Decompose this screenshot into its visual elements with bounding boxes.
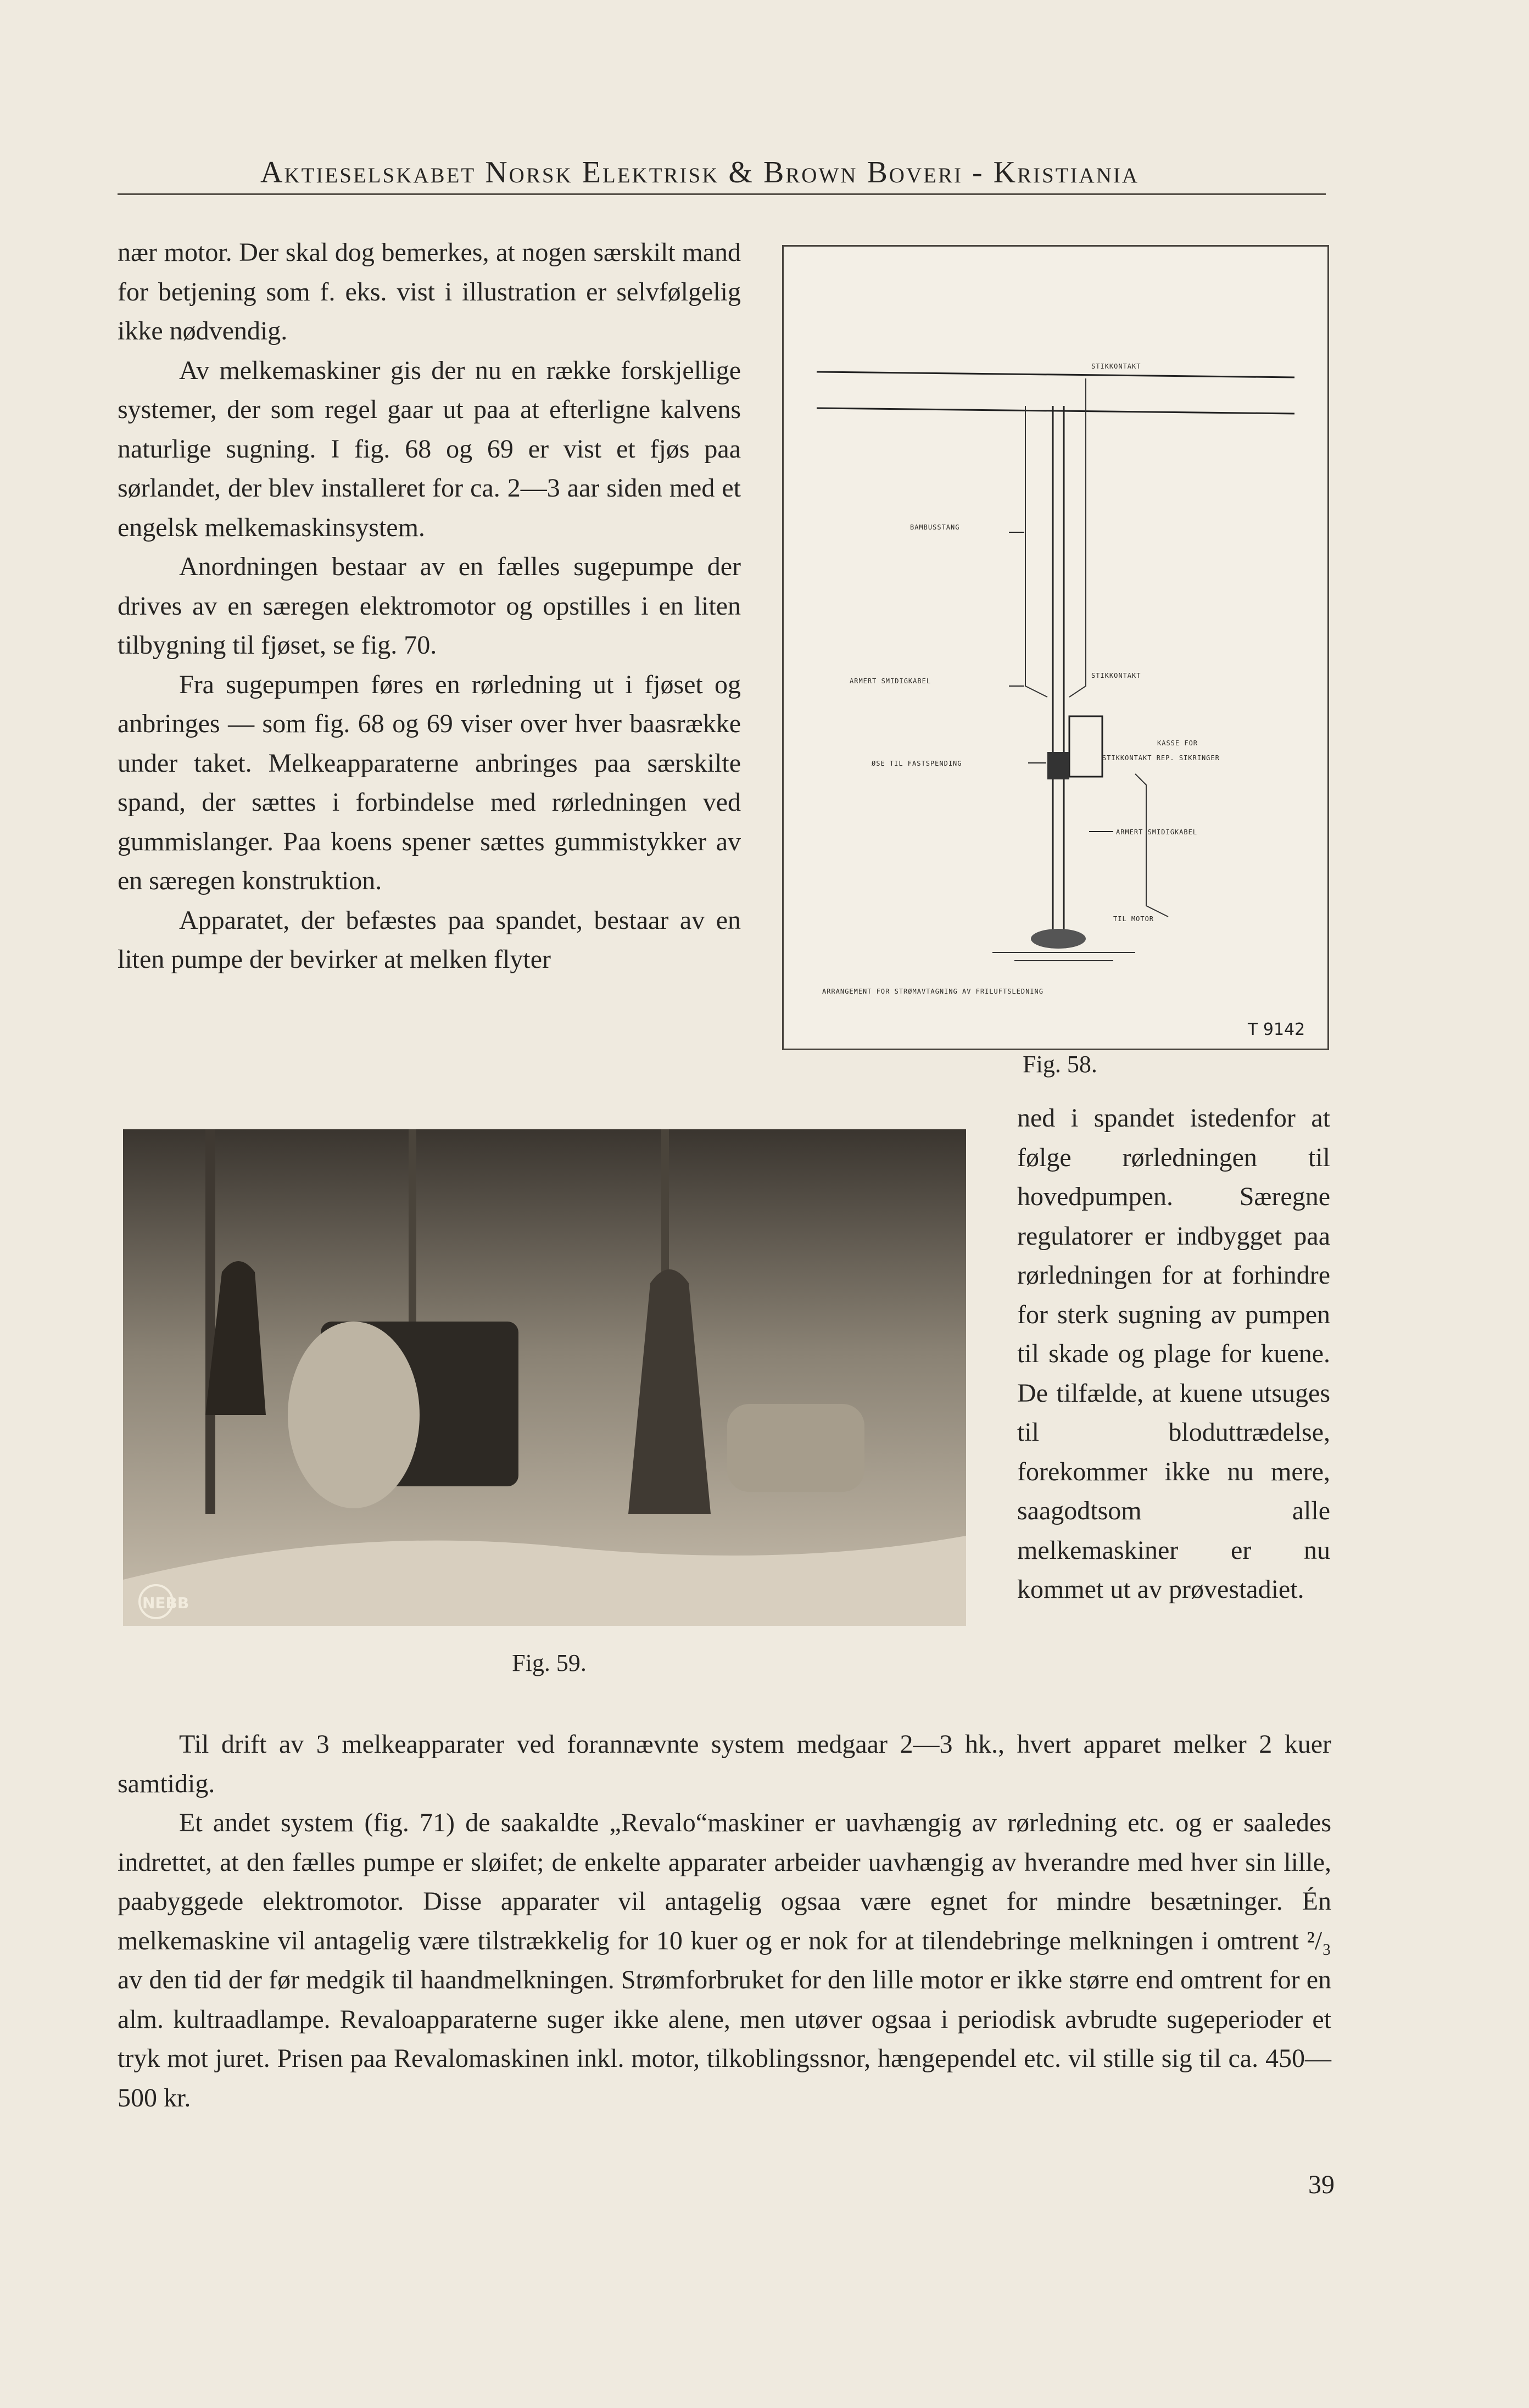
power-pole-diagram bbox=[784, 247, 1327, 1049]
paragraph: ned i spandet istedenfor at følge rørledningen til hovedpumpen. Særegne regulatorer er indbygget paa rørledningen for at forhindre for sterk sugning av pumpen til skade og plage for kuene. De tilfælde, at kuene utsuges til bloduttrædelse, forekommer ikke nu mere, saagodtsom alle melkemaskiner er nu kommet ut av prøvestadiet. bbox=[1017, 1103, 1330, 1604]
paragraph: Av melkemaskiner gis der nu en række forskjellige systemer, der som regel gaar ut paa at efterligne kalvens naturlige sugning. I fig. 68 og 69 er vist et fjøs paa sørlandet, der blev installeret for ca. 2—3 aar siden med et engelsk melkemaskinsystem. bbox=[118, 355, 741, 542]
header-rule bbox=[118, 193, 1326, 195]
roller bbox=[727, 1404, 864, 1492]
paragraph: Apparatet, der befæstes paa spandet, bestaar av en liten pumpe der bevirker at melken flyter bbox=[118, 905, 741, 974]
running-header: Aktieselskabet Norsk Elektrisk & Brown Boveri - Kristiania bbox=[260, 155, 1140, 189]
left-column-text bbox=[118, 233, 741, 979]
overhead-wire bbox=[817, 408, 1294, 414]
figure-58-diagram bbox=[782, 245, 1329, 1050]
diagram-label: ØSE TIL FASTSPENDING bbox=[872, 760, 962, 767]
diagram-title: ARRANGEMENT FOR STRØMAVTAGNING AV FRILUFTSLEDNING bbox=[822, 988, 1044, 995]
paragraph: Et andet system (fig. 71) de saakaldte „Revalo“maskiner er uavhængig av rørledning etc. og er saaledes indrettet, at den fælles pumpe er sløifet; de enkelte apparater arbeider uavhængig av hverandre med hver sin lille, paabyggede elektromotor. Disse apparater vil antagelig ogsaa være egnet for mindre besætninger. Én melkemaskine vil antagelig være tilstrækkelig for 10 kuer og er nok for at tilendebringe melkningen i omtrent ²/₃ av den tid der før medgik til haandmelkningen. Strømforbruket for den lille motor er ikke større end omtrent for en alm. kultraadlampe. Revaloapparaterne suger ikke alene, men utøver ogsaa i periodisk avbrudte sugeperioder et tryk mot juret. Prisen paa Revalomaskinen inkl. motor, tilkoblingssnor, hængependel etc. vil stille sig til ca. 450—500 kr. bbox=[118, 1808, 1331, 2112]
diagram-label: STIKKONTAKT REP. SIKRINGER bbox=[1102, 754, 1220, 762]
figure-59-photo bbox=[123, 1129, 966, 1626]
paragraph: nær motor. Der skal dog bemerkes, at nogen særskilt mand for betjening som f. eks. vist i illustration er selvfølgelig ikke nødvendig. bbox=[118, 238, 741, 345]
cable bbox=[1025, 406, 1047, 697]
paragraph: Anordningen bestaar av en fælles sugepumpe der drives av en særegen elektromotor og opstilles i en liten tilbygning til fjøset, se fig. 70. bbox=[118, 552, 741, 660]
overhead-wire bbox=[817, 372, 1294, 377]
figure-59-caption: Fig. 59. bbox=[512, 1649, 587, 1676]
threshing-photo bbox=[123, 1129, 966, 1626]
paragraph: Fra sugepumpen føres en rørledning ut i fjøset og anbringes — som fig. 68 og 69 viser over hver baasrække under taket. Melkeapparaterne anbringes paa særskilte spand, der sættes i forbindelse med rørledningen ved gummislanger. Paa koens spener sættes gummistykker av en særegen konstruktion. bbox=[118, 670, 741, 895]
diagram-label: ARMERT SMIDIGKABEL bbox=[850, 677, 931, 685]
diagram-label: STIKKONTAKT bbox=[1091, 672, 1141, 679]
pole-base bbox=[1031, 929, 1086, 949]
diagram-label: BAMBUSSTANG bbox=[910, 523, 960, 531]
fastening-clamp bbox=[1047, 752, 1069, 779]
figure-58-caption: Fig. 58. bbox=[1023, 1051, 1097, 1078]
wall-beam bbox=[205, 1129, 215, 1514]
logo-text: NEBB bbox=[142, 1594, 189, 1612]
diagram-label: STIKKONTAKT bbox=[1091, 363, 1141, 370]
cable bbox=[1135, 774, 1168, 917]
cable bbox=[1069, 378, 1086, 697]
diagram-label: KASSE FOR bbox=[1157, 739, 1198, 747]
bottom-text bbox=[118, 1725, 1331, 2117]
plate-number: T 9142 bbox=[1248, 1020, 1305, 1039]
machine-drum bbox=[288, 1322, 420, 1508]
page-number: 39 bbox=[1308, 2170, 1335, 2199]
diagram-label: ARMERT SMIDIGKABEL bbox=[1116, 828, 1198, 836]
contact-box bbox=[1069, 716, 1102, 777]
right-column-text bbox=[1017, 1099, 1330, 1609]
diagram-label: TIL MOTOR bbox=[1113, 915, 1154, 923]
paragraph: Til drift av 3 melkeapparater ved forannævnte system medgaar 2—3 hk., hvert apparet melker 2 kuer samtidig. bbox=[118, 1730, 1331, 1798]
